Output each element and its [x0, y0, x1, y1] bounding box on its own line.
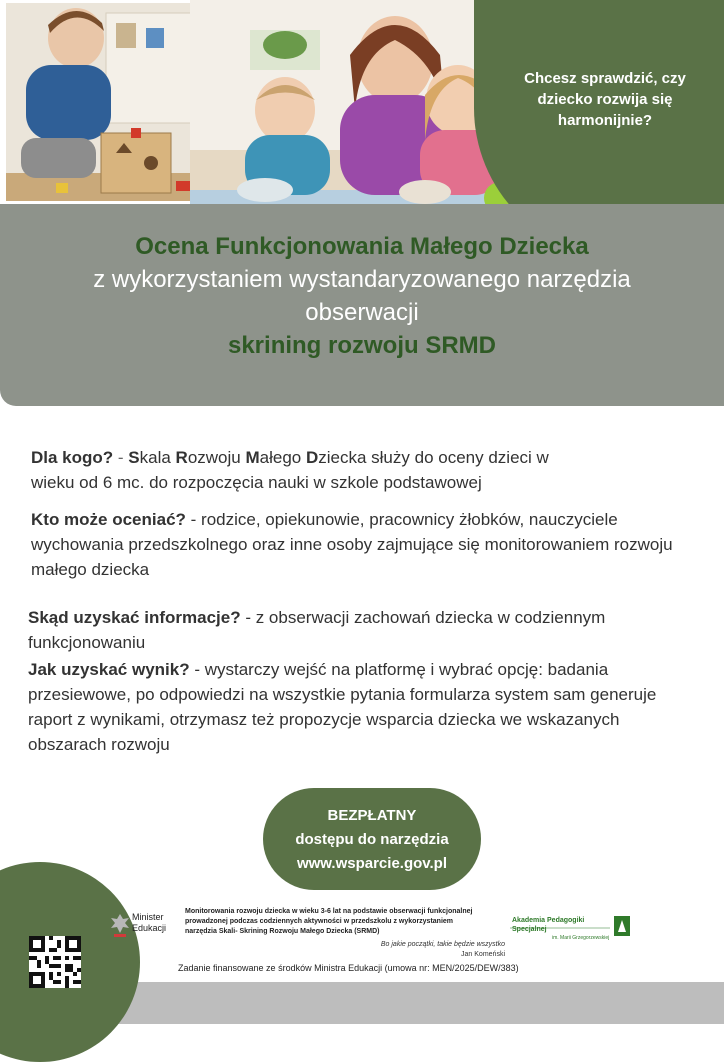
- cta-link[interactable]: www.wsparcie.gov.pl: [296, 855, 448, 872]
- skad-text: - z obserwacji zachowań dziecka w codziennym funkcjonowaniu: [28, 608, 606, 652]
- dla-kogo-t3: ałego: [259, 448, 306, 467]
- section-kto-moze: [31, 507, 691, 582]
- kto-moze-label: Kto może oceniać?: [31, 510, 186, 529]
- cta-line-1: BEZPŁATNY: [327, 807, 417, 824]
- acronym-s: S: [128, 448, 140, 467]
- financing-note: Zadanie finansowane ze środków Ministra Edukacji (umowa nr: MEN/2025/DEW/383): [178, 963, 519, 973]
- dla-kogo-dash: -: [113, 448, 129, 467]
- skad-label: Skąd uzyskać informacje?: [28, 608, 241, 627]
- free-access-button[interactable]: [263, 788, 481, 890]
- dla-kogo-t2: ozwoju: [187, 448, 246, 467]
- section-skad: [28, 605, 668, 655]
- dla-kogo-label: Dla kogo?: [31, 448, 114, 467]
- qr-code-icon[interactable]: [29, 936, 81, 988]
- aps-name: Akademia Pedagogiki Specjalnej: [512, 917, 585, 933]
- project-description: Monitorowania rozwoju dziecka w wieku 3-6 lat na podstawie obserwacji funkcjonalnej prowadzonej podczas codziennych aktywności w przedszkolu z wykorzystaniem narzędzia Skali- Skrining Rozwoju Małego Dziecka (SRMD): [185, 908, 473, 935]
- aps-label: [512, 916, 612, 943]
- title-line-2: z wykorzystaniem wystandaryzowanego narzędzia: [93, 266, 631, 293]
- section-dla-kogo: [31, 445, 591, 495]
- quote-block: [345, 940, 505, 960]
- section-jak: [28, 657, 668, 757]
- quote-text: Bo jakie początki, takie będzie wszystko: [380, 941, 505, 948]
- page-title: [0, 230, 724, 362]
- acronym-r: R: [175, 448, 188, 467]
- quote-author: Jan Komeński: [461, 951, 505, 958]
- kto-moze-text: - rodzice, opiekunowie, pracownicy żłobków, nauczyciele wychowania przedszkolnego oraz inne osoby zajmujące się monitorowaniem rozwoju małego dziecka: [31, 510, 673, 579]
- acronym-d: D: [305, 448, 319, 467]
- minister-line-1: Minister: [132, 912, 164, 922]
- title-line-1: Ocena Funkcjonowania Małego Dziecka: [135, 233, 589, 260]
- jak-text: - wystarczy wejść na platformę i wybrać opcję: badania przesiewowe, po odpowiedzi na wszystkie pytania formularza system sam generuje raport z wynikami, otrzymasz też propozycje wsparcia dziecka we wskazanych obszarach rozwoju: [28, 660, 657, 754]
- jak-label: Jak uzyskać wynik?: [28, 660, 190, 679]
- title-line-3: obserwacji: [305, 299, 419, 326]
- minister-line-2: Edukacji: [132, 923, 167, 933]
- minister-label: [132, 912, 166, 934]
- header-question: Chcesz sprawdzić, czy dziecko rozwija się harmonijnie?: [524, 70, 686, 129]
- cta-line-2: dostępu do narzędzia: [295, 831, 449, 848]
- photo-child-playing: [6, 3, 209, 201]
- dla-kogo-t1: kala: [139, 448, 176, 467]
- aps-sub: im. Marii Grzegorzewskiej: [552, 935, 610, 941]
- acronym-m: M: [245, 448, 260, 467]
- title-line-4: skrining rozwoju SRMD: [227, 332, 496, 359]
- dla-kogo-t4: ziecka służy do oceny dzieci w wieku od 6 mc. do rozpoczęcia nauki w szkole podstawowej: [31, 448, 549, 492]
